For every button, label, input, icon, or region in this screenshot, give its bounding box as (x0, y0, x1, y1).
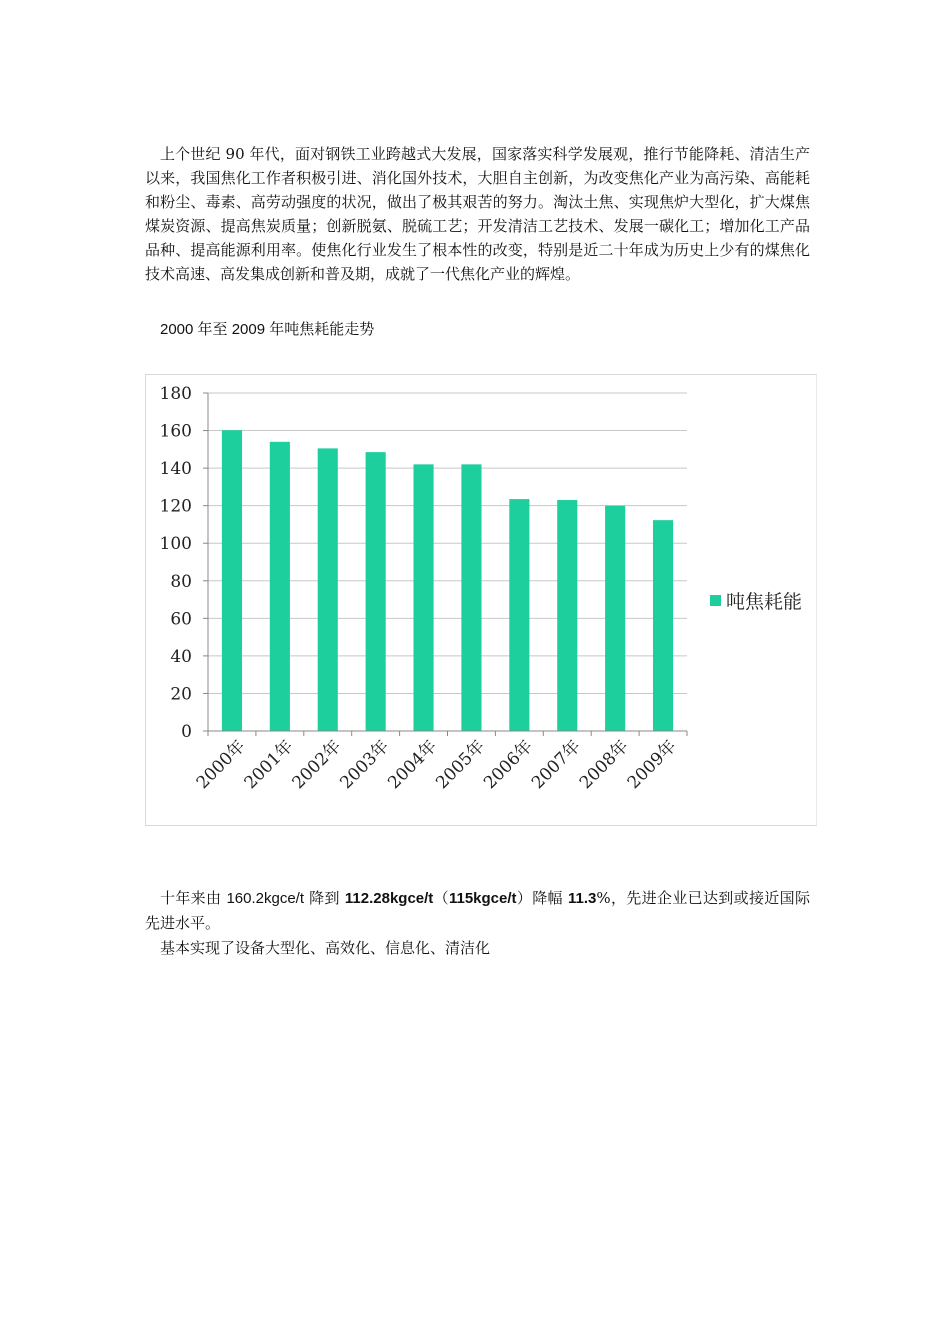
y-tick-label: 60 (170, 609, 192, 630)
x-tick-label: 2004年 (384, 736, 442, 794)
conclusion-paragraph: 基本实现了设备大型化、高效化、信息化、清洁化 (160, 939, 491, 957)
y-tick-label: 100 (159, 534, 192, 555)
y-tick-label: 20 (170, 684, 192, 705)
percent-value: 11.3 (567, 890, 597, 907)
bar (557, 500, 577, 731)
paren-value: 115kgce/t (448, 890, 517, 907)
x-tick-label: 2002年 (288, 736, 346, 794)
legend (710, 591, 802, 613)
bar (509, 499, 529, 731)
y-tick-label: 40 (170, 646, 192, 667)
x-tick-label: 2000年 (192, 736, 250, 794)
paren-open: （ (433, 889, 449, 907)
summary-paragraph (145, 886, 810, 935)
intro-paragraph: 上个世纪 90 年代，面对钢铁工业跨越式大发展，国家落实科学发展观，推行节能降耗、清洁生产以来，我国焦化工作者积极引进、消化国外技术，大胆自主创新，为改变焦化产业为高污染、高能耗和粉尘、毒素、高劳动强度的状况，做出了极其艰苦的努力。淘汰土焦、实现焦炉大型化，扩大煤焦煤炭资源、提高焦炭质量；创新脱氨、脱硫工艺；开发清洁工艺技术、发展一碳化工；增加化工产品品种、提高能源利用率。使焦化行业发生了根本性的改变，特别是近二十年成为历史上少有的煤焦化技术高速、高发集成创新和普及期，成就了一代焦化产业的辉煌。 (145, 145, 810, 283)
chart-svg (146, 375, 818, 827)
bar (413, 464, 433, 731)
y-tick-label: 140 (159, 459, 192, 480)
paren-close: ） (516, 889, 533, 907)
summary-text-4: %，先进企业已达到或接近国际先进水平。 (145, 889, 810, 932)
x-tick-label: 2009年 (623, 736, 681, 794)
x-tick-label: 2003年 (336, 736, 394, 794)
x-tick-label: 2005年 (432, 736, 489, 794)
legend-swatch (710, 595, 721, 606)
x-tick-label: 2008年 (575, 736, 633, 794)
bar (605, 506, 625, 731)
bar (222, 430, 242, 731)
bar (270, 442, 290, 731)
y-axis-ticks (160, 384, 192, 742)
y-tick-label: 160 (159, 421, 192, 442)
y-tick-label: 0 (181, 722, 192, 742)
energy-bar-chart (145, 374, 817, 826)
to-value: 112.28kgce/t (344, 890, 434, 907)
x-tick-label: 2006年 (480, 736, 537, 794)
summary-text-1: 十年来由 (160, 889, 227, 907)
bar (461, 464, 481, 731)
y-tick-label: 180 (159, 384, 192, 404)
y-tick-label: 120 (159, 496, 192, 517)
x-tick-label: 2007年 (528, 736, 585, 794)
summary-text-2: 降到 (304, 889, 345, 907)
summary-text-3: 降幅 (532, 889, 568, 907)
bar (318, 448, 338, 731)
y-tick-label: 80 (170, 571, 192, 592)
x-axis-ticks (192, 731, 687, 793)
from-value: 160.2kgce/t (226, 890, 305, 907)
legend-label: 吨焦耗能 (726, 591, 803, 613)
bar (653, 520, 673, 731)
x-tick-label: 2001年 (240, 736, 298, 794)
bar (366, 452, 386, 731)
chart-caption: 2000 年至 2009 年吨焦耗能走势 (160, 321, 375, 338)
